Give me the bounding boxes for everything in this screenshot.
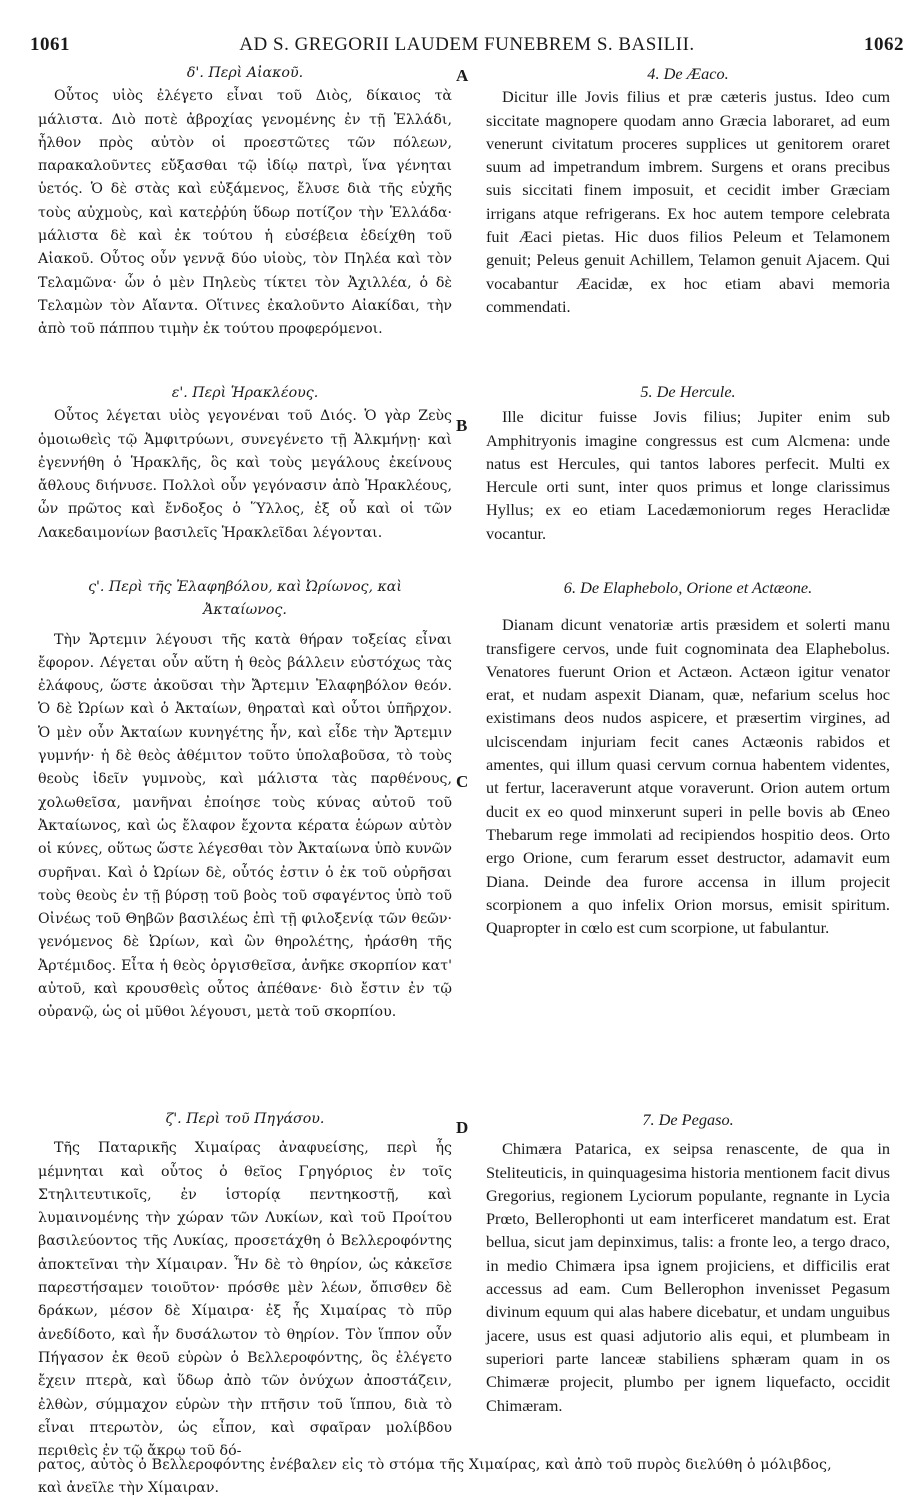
latin-heading-hercules: 5. De Hercule. xyxy=(640,382,736,401)
greek-continuation-line-1: ρατος, αὐτὸς ὁ Βελλεροφόντης ἐνέβαλεν εἰς τὸ στόμα τῆς Χιμαίρας, καὶ ἀπὸ τοῦ πυρὸς διελύθη ὁ μόλιβδος, xyxy=(38,1457,832,1473)
latin-text-pegasus: Chimæra Patarica, ex seipsa renascente, de qua in Steliteuticis, in quinquagesima historia mentionem facit divus Gregorius, regionem Lyciorum populante, regnante in Lycia Prœto, Bellerophonti ut eam interficeret mandatum est. Erat bellua, sicut jam depinximus, talis: a fronte leo, a tergo draco, in medio Chimæra ipsa ignem projiciens, et difficilis erat accessus ad eam. Cum Bellerophon invenisset Pegasum divinum equum qui alas habere dicebatur, et undam unguibus jacere, usus est quasi adjutorio alis equi, et plumbeam in superiori parte lanceæ stabiliens sphæram quam in os Chimæræ projecit, plumbo per ignem liquefacto, occidit Chimæram. xyxy=(486,1139,890,1415)
latin-text-elaphebolos: Dianam dicunt venatoriæ artis præsidem et solerti manu transfigere cervos, unde fuit cognominata dea Elaphebolus. Venatores fuerunt Orion et Actæon. Actæon igitur venator erat, et nudam aspexit Dianam, quæ, nefarium scelus hoc existimans deos nudos aspicere, et præsertim virgines, ad ulciscendam injuriam fecit canes Actæonis rabidos et amentes, qui illum quasi cervum cornua habentem videntes, ut fertur, laceraverunt atque voraverunt. Orion autem ortum ducit ex eo quod minxerunt superi in pelle bovis ab Œneo Thebarum rege immolati ad recipiendos hospitio deos. Orto ergo Orione, cum ferarum esset destructor, adamavit eum Diana. Deinde dea furore accensa in illum projecit scorpionem a quo infelix Orion morsus, emisit spiritum. Quapropter in cœlo est cum scorpione, ut fabulantur. xyxy=(486,615,890,938)
greek-text-elaphebolos: Τὴν Ἄρτεμιν λέγουσι τῆς κατὰ θήραν τοξείας εἶναι ἔφορον. Λέγεται οὖν αὕτη ἡ θεὸς βάλλειν εὐστόχως τὰς ἐλάφους, ὥστε ἀκοῦσαι τὴν Ἄρτεμιν Ἐλαφηβόλον θεόν. Ὁ δὲ Ὠρίων καὶ ὁ Ἀκταίων, θηραταὶ καὶ οὗτοι ὑπῆρχον. Ὁ μὲν οὖν Ἀκταίων κυνηγέτης ἦν, καὶ εἶδε τὴν Ἄρτεμιν γυμνήν· ἡ δὲ θεὸς ἀθέμιτον τοῦτο ὑπολαβοῦσα, τὸ τοὺς θεοὺς ἰδεῖν γυμνοὺς, καὶ μάλιστα τὰς παρθένους, χολωθεῖσα, μανῆναι ἐποίησε τοὺς κύνας αὐτοῦ τοῦ Ἀκταίωνος, καὶ ὡς ἔλαφον ἔχοντα κέρατα ἑώρων αὐτὸν οἱ κύνες, οὕτως ὥστε λέγεσθαι τὸν Ἀκταίωνα ὑπὸ κυνῶν συρῆναι. Καὶ ὁ Ὠρίων δὲ, οὗτός ἐστιν ὁ ἐκ τοῦ οὐρῆσαι τοὺς θεοὺς ἐν τῇ βύρσῃ τοῦ βοὸς τοῦ σφαγέντος ὑπὸ τοῦ Οἰνέως τοῦ Θηβῶν βασιλέως ἐπὶ τῇ φιλοξενίᾳ τῶν θεῶν· γενόμενος δὲ Ὠρίων, καὶ ὢν θηρολέτης, ἠράσθη τῆς Ἀρτέμιδος. Εἶτα ἡ θεὸς ὀργισθεῖσα, ἀνῆκε σκορπίον κατ' αὐτοῦ, καὶ κρουσθεὶς οὗτος ἀπέθανε· διὸ ἔστιν ἐν τῷ οὐρανῷ, ὡς οἱ μῦθοι λέγουσι, μετὰ τοῦ σκορπίου. xyxy=(38,631,452,1021)
latin-section-aeacus xyxy=(486,62,890,318)
greek-section-aeacus xyxy=(38,62,452,342)
page-number-left: 1061 xyxy=(30,34,70,55)
latin-text-hercules: Ille dicitur fuisse Jovis filius; Jupiter enim sub Amphitryonis imagine congressus est cum Alcmena: unde natus est Hercules, qui tantos labores perfecit. Multi ex Hercule orti sunt, inter quos primus et longe clarissimus Hyllus; ex eo etiam Lacedæmoniorum reges Heraclidæ vocantur. xyxy=(486,407,890,543)
latin-section-pegasus xyxy=(486,1108,890,1417)
greek-heading-elaphebolos-1: ς'. Περὶ τῆς Ἐλαφηβόλου, καὶ Ὠρίωνος, καὶ xyxy=(88,579,402,595)
greek-text-aeacus: Οὗτος υἱὸς ἐλέγετο εἶναι τοῦ Διὸς, δίκαιος τὰ μάλιστα. Διὸ ποτὲ ἀβροχίας γενομένης ἐν τῇ Ἑλλάδι, ἦλθον πρὸς αὐτὸν οἱ προεστῶτες τῶν πόλεων, παρακαλοῦντες εὔξασθαι τῷ ἰδίῳ πατρὶ, ἵνα γένηται ὑετός. Ὁ δὲ στὰς καὶ εὐξάμενος, ἔλυσε διὰ τῆς εὐχῆς τοὺς αὐχμοὺς, καὶ κατεῤῥύη ὕδωρ ποτίζον τὴν Ἑλλάδα· μάλιστα δὲ καὶ ἐκ τούτου ἡ εὐσέβεια ἐδείχθη τοῦ Αἰακοῦ. Οὗτος οὖν γεννᾷ δύο υἱοὺς, τὸν Πηλέα καὶ τὸν Τελαμῶνα· ὧν ὁ μὲν Πηλεὺς τίκτει τὸν Ἀχιλλέα, ὁ δὲ Τελαμὼν τὸν Αἴαντα. Οἵτινες ἐκαλοῦντο Αἰακίδαι, τὴν ἀπὸ τοῦ πάππου τιμὴν ἐκ τούτου προφερόμενοι. xyxy=(38,88,452,338)
margin-marker-c: C xyxy=(456,772,469,791)
greek-continuation xyxy=(38,1454,918,1501)
page-number-right: 1062 xyxy=(864,34,904,55)
greek-continuation-line-2: καὶ ἀνεῖλε τὴν Χίμαιραν. xyxy=(38,1480,220,1497)
latin-section-elaphebolos xyxy=(486,576,890,939)
latin-text-aeacus: Dicitur ille Jovis filius et præ cæteris justus. Ideo cum siccitate magnopere quodam anno Græcia laboraret, ad eum venerunt civitatum proceres supplices ut genitorem oraret suum ad impetrandum imbrem. Surgens et orans precibus suis siccitati finem imposuit, et cecidit imber Græciam irrigans atque refrigerans. Ex hoc autem tempore celebrata fuit Æaci pietas. Hic duos filios Peleum et Telamonem genuit; Peleus genuit Achillem, Telamon genuit Ajacem. Qui vocabantur Æacidæ, ex hoc etiam abavi memoria commendati. xyxy=(486,87,890,316)
greek-heading-elaphebolos-2: Ἀκταίωνος. xyxy=(203,602,287,619)
latin-heading-elaphebolos: 6. De Elaphebolo, Orione et Actæone. xyxy=(563,578,813,597)
greek-section-pegasus xyxy=(38,1108,452,1463)
running-title: AD S. GREGORII LAUDEM FUNEBREM S. BASILII. xyxy=(239,34,695,55)
greek-section-elaphebolos xyxy=(38,576,452,1025)
greek-heading-aeacus: δ'. Περὶ Αἰακοῦ. xyxy=(186,65,304,81)
greek-heading-pegasus: ζ'. Περὶ τοῦ Πηγάσου. xyxy=(165,1111,325,1127)
margin-marker-a: A xyxy=(456,66,469,85)
greek-text-hercules: Οὗτος λέγεται υἱὸς γεγονέναι τοῦ Διός. Ὁ γὰρ Ζεὺς ὁμοιωθεὶς τῷ Ἀμφιτρύωνι, συνεγένετο τῇ Ἀλκμήνῃ· καὶ ἐγεννήθη ὁ Ἡρακλῆς, ὃς καὶ τοὺς μεγάλους ἐκείνους ἄθλους διήνυσε. Πολλοὶ οὖν γεγόνασιν ἀπὸ Ἡρακλέους, ὧν πρῶτος καὶ ἔνδοξος ὁ Ὕλλος, ἐξ οὗ καὶ οἱ τῶν Λακεδαιμονίων βασιλεῖς Ἡρακλεῖδαι λέγονται. xyxy=(38,408,452,541)
greek-text-pegasus: Τῆς Παταρικῆς Χιμαίρας ἀναφυείσης, περὶ ἧς μέμνηται καὶ οὗτος ὁ θεῖος Γρηγόριος ἐν τοῖς Στηλιτευτικοῖς, ἐν ἱστορίᾳ πεντηκοστῇ, καὶ λυμαινομένης τὴν χώραν τῶν Λυκίων, καὶ τοῦ Προίτου βασιλεύοντος τῆς Λυκίας, προσετάχθη ὁ Βελλεροφόντης ἀποκτεῖναι τὴν Χίμαιραν. Ἦν δὲ τὸ θηρίον, ὡς κἀκεῖσε παρεστήσαμεν τοιοῦτον· πρόσθε μὲν λέων, ὄπισθεν δὲ δράκων, μέσον δὲ Χίμαιρα· ἐξ ἧς Χιμαίρας τὸ πῦρ ἀνεδίδοτο, καὶ ἦν δυσάλωτον τὸ θηρίον. Τὸν ἵππον οὖν Πήγασον ἐκ θεοῦ εὑρὼν ὁ Βελλεροφόντης, ὃς ἐλέγετο ἔχειν πτερὰ, καὶ ὕδωρ ἀπὸ τῶν ὀνύχων ἀποστάζειν, ἐλθὼν, σύμμαχον εὑρὼν τὴν πτῆσιν τοῦ ἵππου, διὰ τὸ εἶναι πτερωτὸν, ὡς εἶπον, καὶ σφαῖραν μολίβδου περιθεὶς ἐν τῷ ἄκρῳ τοῦ δό- xyxy=(38,1140,452,1460)
latin-section-hercules xyxy=(486,380,890,545)
greek-section-hercules xyxy=(38,382,452,545)
page-header xyxy=(30,34,904,58)
margin-marker-d: D xyxy=(456,1118,469,1137)
latin-heading-aeacus: 4. De Æaco. xyxy=(647,64,729,83)
margin-marker-b: B xyxy=(456,416,468,435)
greek-heading-hercules: ε'. Περὶ Ἡρακλέους. xyxy=(171,385,319,401)
latin-heading-pegasus: 7. De Pegaso. xyxy=(642,1110,734,1129)
